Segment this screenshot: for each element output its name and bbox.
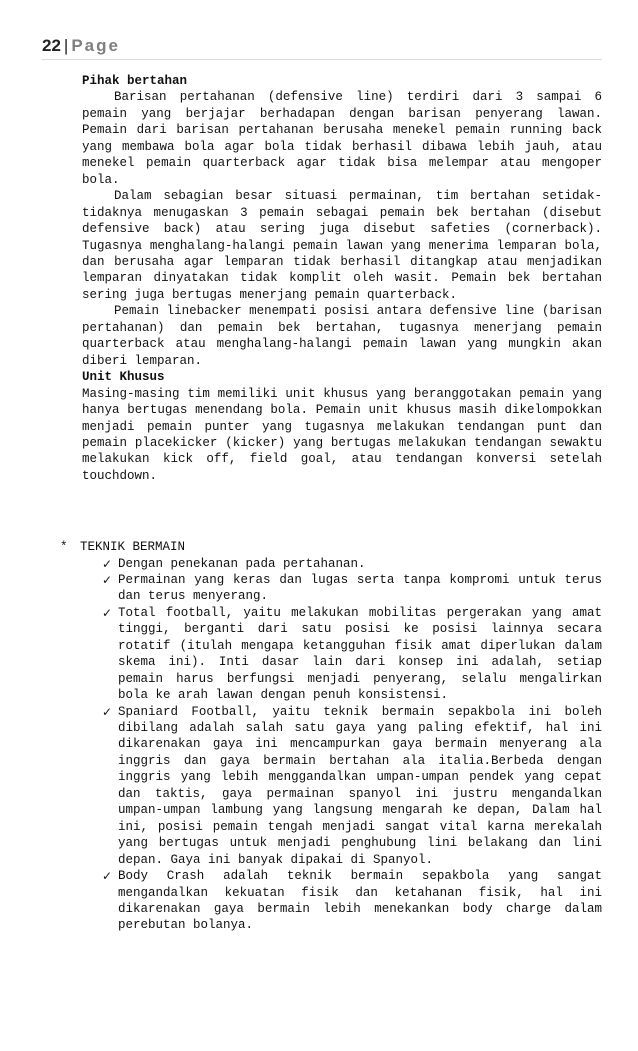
main-content bbox=[82, 73, 602, 484]
checkmark-icon: ✓ bbox=[102, 556, 113, 571]
teknik-title-line bbox=[60, 539, 602, 556]
teknik-section bbox=[60, 539, 602, 934]
list-item bbox=[102, 868, 602, 934]
list-item bbox=[102, 704, 602, 869]
page-word: Page bbox=[71, 36, 120, 55]
list-item-text: Body Crash adalah teknik bermain sepakbola yang sangat mengandalkan kekuatan fisik dan ketahanan fisik, hal ini dikarenakan gaya bermain lebih menekankan body charge dalam perebutan bolanya. bbox=[118, 869, 602, 933]
checkmark-icon: ✓ bbox=[102, 704, 113, 719]
checkmark-icon: ✓ bbox=[102, 605, 113, 620]
special-heading: Unit Khusus bbox=[82, 370, 165, 385]
header-rule bbox=[42, 59, 602, 60]
defense-paragraph-1: Barisan pertahanan (defensive line) terdiri dari 3 sampai 6 pemain yang berjajar berhadapan dengan barisan penyerang lawan. Pemain dari barisan pertahanan berusaha menekel pemain running back yang membawa bola agar bola tidak berhasil dibawa lebih jauh, atau menekel pemain quarterback agar tidak bisa melempar atau mengoper bola. bbox=[82, 90, 602, 187]
list-item-text: Total football, yaitu melakukan mobilitas pergerakan yang amat tinggi, berganti dari satu posisi ke posisi lainnya secara rotatif (itulah mengapa ketangguhan fisik amat diperlukan dalam skema ini). Inti dasar lain dari konsep ini adalah, setiap pemain harus berfungsi menjadi penyerang, selalu mengalirkan bola ke arah lawan dengan penuh konsistensi. bbox=[118, 605, 602, 703]
teknik-list bbox=[60, 556, 602, 934]
checkmark-icon: ✓ bbox=[102, 869, 113, 884]
list-item-text: Dengan penekanan pada pertahanan. bbox=[118, 556, 366, 571]
teknik-title: TEKNIK BERMAIN bbox=[80, 540, 186, 554]
header-separator: | bbox=[63, 36, 69, 55]
asterisk-bullet-icon: * bbox=[60, 540, 68, 554]
list-item-text: Spaniard Football, yaitu teknik bermain sepakbola ini boleh dibilang adalah salah satu gaya yang paling efektif, hal ini dikarenakan gaya ini mencampurkan gaya bermain menyerang ala inggris dan gaya bermain bertahan ala italia.Berbeda dengan inggris yang lebih menggandalkan umpan-umpan pendek yang cepat dan taktis, gaya permainan spanyol ini justru mengandalkan umpan-umpan lambung yang langsung mengarah ke depan, Dalam hal ini, posisi pemain tengah menjadi sangat vital karna merekalah yang bertugas untuk menjadi penghubung lini belakang dan lini depan. Gaya ini banyak dipakai di Spanyol. bbox=[118, 704, 602, 867]
page-number: 22 bbox=[42, 36, 61, 55]
list-item-text: Permainan yang keras dan lugas serta tanpa kompromi untuk terus dan terus menyerang. bbox=[118, 572, 602, 604]
defense-paragraph-2: Dalam sebagian besar situasi permainan, tim bertahan setidak-tidaknya menugaskan 3 pemain sebagai pemain bek bertahan (disebut defensive back) atau sering juga disebut safeties (cornerback). Tugasnya menghalang-halangi pemain lawan yang menerima lemparan bola, dan berusaha agar lemparan tidak berhasil ditangkap atau menjadikan lemparan dinyatakan tidak komplit oleh wasit. Pemain bek bertahan sering juga bertugas menerjang pemain quarterback. bbox=[82, 189, 602, 302]
list-item bbox=[102, 556, 602, 572]
special-paragraph: Masing-masing tim memiliki unit khusus yang beranggotakan pemain yang hanya bertugas menendang bola. Pemain unit khusus masih dikelompokkan menjadi pemain punter yang tugasnya melakukan tendangan punt dan pemain placekicker (kicker) yang bertugas melakukan tendangan sewaktu melakukan kick off, field goal, atau tendangan konversi setelah touchdown. bbox=[82, 386, 602, 483]
defense-heading: Pihak bertahan bbox=[82, 74, 188, 88]
defense-paragraph-3: Pemain linebacker menempati posisi antara defensive line (barisan pertahanan) dan pemain bek bertahan, tugasnya menerjang pemain quarterback atau menghalang-halangi pemain lawan yang mungkin akan diberi lemparan. bbox=[82, 304, 602, 368]
page-header bbox=[42, 36, 602, 56]
list-item bbox=[102, 605, 602, 704]
list-item bbox=[102, 572, 602, 605]
checkmark-icon: ✓ bbox=[102, 572, 113, 587]
